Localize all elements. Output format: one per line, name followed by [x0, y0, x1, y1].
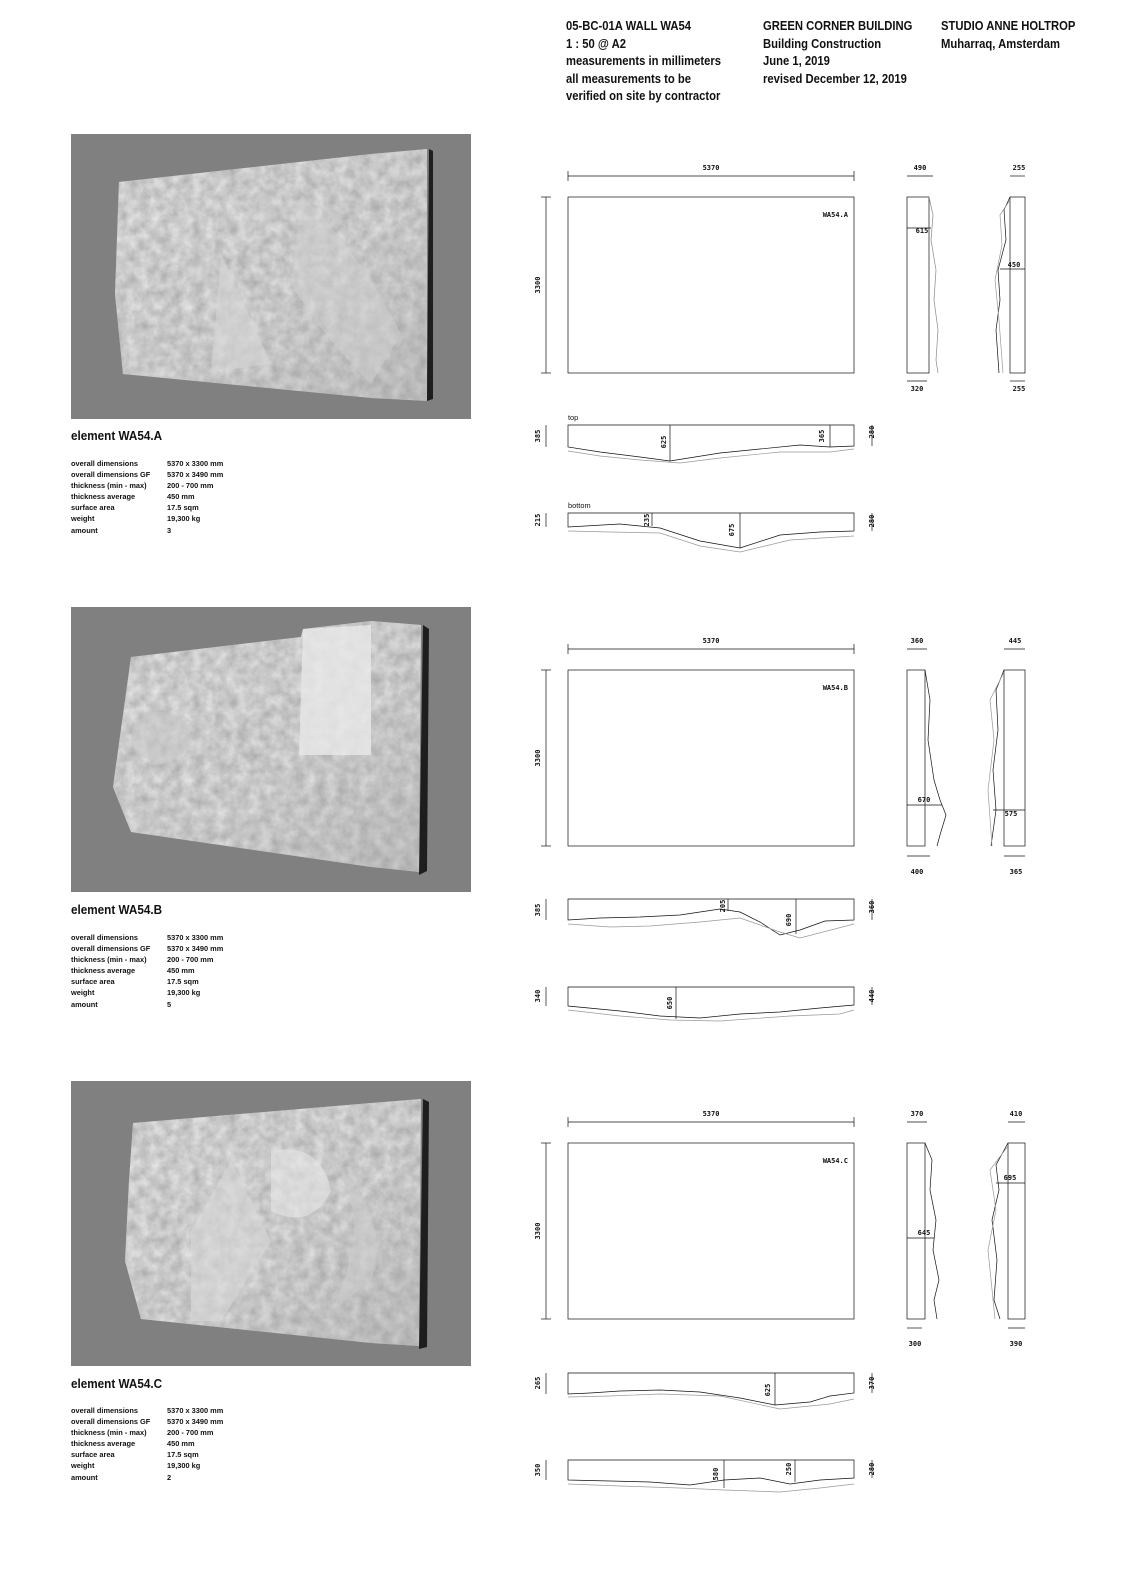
plan-bottom-mid2-dim: 675: [728, 523, 736, 537]
plan-top-label: top: [568, 413, 579, 422]
side-left-top-dim: 360: [910, 637, 924, 645]
plan-bottom-mid1-dim: 650: [666, 996, 674, 1010]
verify-note-2: verified on site by contractor: [566, 89, 721, 103]
studio-name: STUDIO ANNE HOLTROP: [941, 19, 1076, 33]
plan-bottom-right-dim: 280: [868, 1462, 876, 1476]
prop-label: overall dimensions GF: [71, 944, 151, 954]
prop-value: 5370 x 3300 mm: [167, 933, 224, 942]
plan-bottom-left-dim: 340: [534, 989, 542, 1003]
elev-width-dim: 5370: [702, 164, 720, 172]
prop-value: 450 mm: [167, 1439, 195, 1449]
prop-value: 200 - 700 mm: [167, 481, 214, 491]
plan-top-mid2-dim: 690: [785, 913, 793, 927]
prop-value: 17.5 sqm: [167, 503, 199, 513]
elev-width-dim: 5370: [702, 1110, 720, 1118]
prop-value: 19,300 kg: [167, 988, 201, 998]
prop-label: thickness average: [71, 1439, 136, 1449]
plan-bottom-label: bottom: [568, 501, 591, 510]
plan-bottom-left-dim: 215: [534, 513, 542, 527]
prop-value: 17.5 sqm: [167, 1450, 199, 1460]
prop-value: 5370 x 3300 mm: [167, 1406, 224, 1415]
prop-label: overall dimensions: [71, 1406, 138, 1415]
plan-top-left-dim: 265: [534, 1376, 542, 1390]
prop-label: weight: [71, 1461, 95, 1471]
plan-top-mid1-dim: 625: [764, 1383, 772, 1397]
elev-height-dim: 3300: [534, 749, 542, 767]
prop-value: 200 - 700 mm: [167, 955, 214, 965]
element-b-title: element WA54.B: [71, 902, 163, 917]
prop-label: overall dimensions GF: [71, 1417, 151, 1427]
drawing-scale: 1 : 50 @ A2: [566, 36, 626, 51]
prop-label: thickness (min - max): [71, 1428, 147, 1438]
project-phase: Building Construction: [763, 36, 882, 51]
side-left-top-dim: 490: [913, 164, 927, 172]
prop-value: 19,300 kg: [167, 514, 201, 524]
prop-value: 19,300 kg: [167, 1461, 201, 1471]
side-right-bottom-dim: 255: [1012, 385, 1026, 393]
prop-value: 3: [167, 525, 172, 535]
element-c-elevation: [568, 1143, 854, 1319]
prop-label: surface area: [71, 1450, 115, 1460]
plan-top-left-dim: 385: [534, 429, 542, 443]
plan-top-mid1-dim: 625: [660, 435, 668, 449]
prop-value: 5370 x 3300 mm: [167, 459, 224, 468]
side-left-bottom-dim: 300: [908, 1340, 922, 1348]
side-right-bottom-dim: 365: [1009, 868, 1023, 876]
plan-top-right-dim: 370: [868, 1376, 876, 1390]
side-right-top-dim: 445: [1008, 637, 1022, 645]
plan-top-mid2-dim: 365: [818, 429, 826, 443]
prop-value: 17.5 sqm: [167, 977, 199, 987]
side-left-mid-dim: 645: [917, 1229, 931, 1237]
plan-bottom-mid1-dim: 235: [643, 513, 651, 527]
prop-label: surface area: [71, 503, 115, 513]
side-left-mid-dim: 670: [917, 796, 931, 804]
side-right-mid-dim: 450: [1007, 261, 1021, 269]
plan-bottom-mid1-dim: 580: [712, 1467, 720, 1481]
prop-label: amount: [71, 999, 98, 1009]
plan-bottom-right-dim: 280: [868, 514, 876, 528]
prop-value: 5: [167, 999, 172, 1009]
elev-tag: WA54.C: [822, 1157, 848, 1165]
side-left-bottom-dim: 400: [910, 868, 924, 876]
units-note: measurements in millimeters: [566, 54, 722, 68]
prop-label: thickness (min - max): [71, 481, 147, 491]
side-left-top-dim: 370: [910, 1110, 924, 1118]
prop-value: 5370 x 3490 mm: [167, 1417, 224, 1427]
plan-top-left-dim: 385: [534, 903, 542, 917]
prop-label: amount: [71, 1472, 98, 1482]
prop-value: 450 mm: [167, 966, 195, 976]
project-name: GREEN CORNER BUILDING: [763, 19, 913, 33]
plan-top-right-dim: 360: [868, 900, 876, 914]
prop-label: weight: [71, 988, 95, 998]
elev-tag: WA54.A: [822, 211, 848, 219]
revision-date: revised December 12, 2019: [763, 71, 907, 86]
prop-label: thickness average: [71, 492, 136, 502]
side-right-top-dim: 255: [1012, 164, 1026, 172]
studio-location: Muharraq, Amsterdam: [941, 36, 1060, 51]
prop-label: thickness average: [71, 966, 136, 976]
prop-label: amount: [71, 525, 98, 535]
prop-value: 2: [167, 1472, 172, 1482]
issue-date: June 1, 2019: [763, 54, 830, 68]
elev-tag: WA54.B: [822, 684, 848, 692]
prop-label: thickness (min - max): [71, 955, 147, 965]
prop-label: weight: [71, 514, 95, 524]
prop-value: 450 mm: [167, 492, 195, 502]
side-right-bottom-dim: 390: [1009, 1340, 1023, 1348]
prop-label: surface area: [71, 977, 115, 987]
prop-value: 200 - 700 mm: [167, 1428, 214, 1438]
side-right-mid-dim: 695: [1003, 1174, 1017, 1182]
element-c-title: element WA54.C: [71, 1376, 163, 1391]
side-left-mid-dim: 615: [915, 227, 929, 235]
side-left-bottom-dim: 320: [910, 385, 924, 393]
plan-bottom-mid2-dim: 250: [785, 1462, 793, 1476]
plan-bottom-right-dim: 440: [868, 989, 876, 1003]
elev-width-dim: 5370: [702, 637, 720, 645]
side-right-mid-dim: 575: [1004, 810, 1018, 818]
drawing-number: 05-BC-01A WALL WA54: [566, 19, 692, 33]
plan-top-right-dim: 280: [868, 425, 876, 439]
side-right-top-dim: 410: [1009, 1110, 1023, 1118]
plan-bottom-left-dim: 350: [534, 1463, 542, 1477]
elev-height-dim: 3300: [534, 1222, 542, 1240]
elev-height-dim: 3300: [534, 276, 542, 294]
verify-note-1: all measurements to be: [566, 71, 692, 86]
prop-value: 5370 x 3490 mm: [167, 470, 224, 480]
prop-value: 5370 x 3490 mm: [167, 944, 224, 954]
prop-label: overall dimensions GF: [71, 470, 151, 480]
prop-label: overall dimensions: [71, 459, 138, 468]
plan-top-mid1-dim: 205: [719, 899, 727, 913]
prop-label: overall dimensions: [71, 933, 138, 942]
element-a-title: element WA54.A: [71, 428, 163, 443]
